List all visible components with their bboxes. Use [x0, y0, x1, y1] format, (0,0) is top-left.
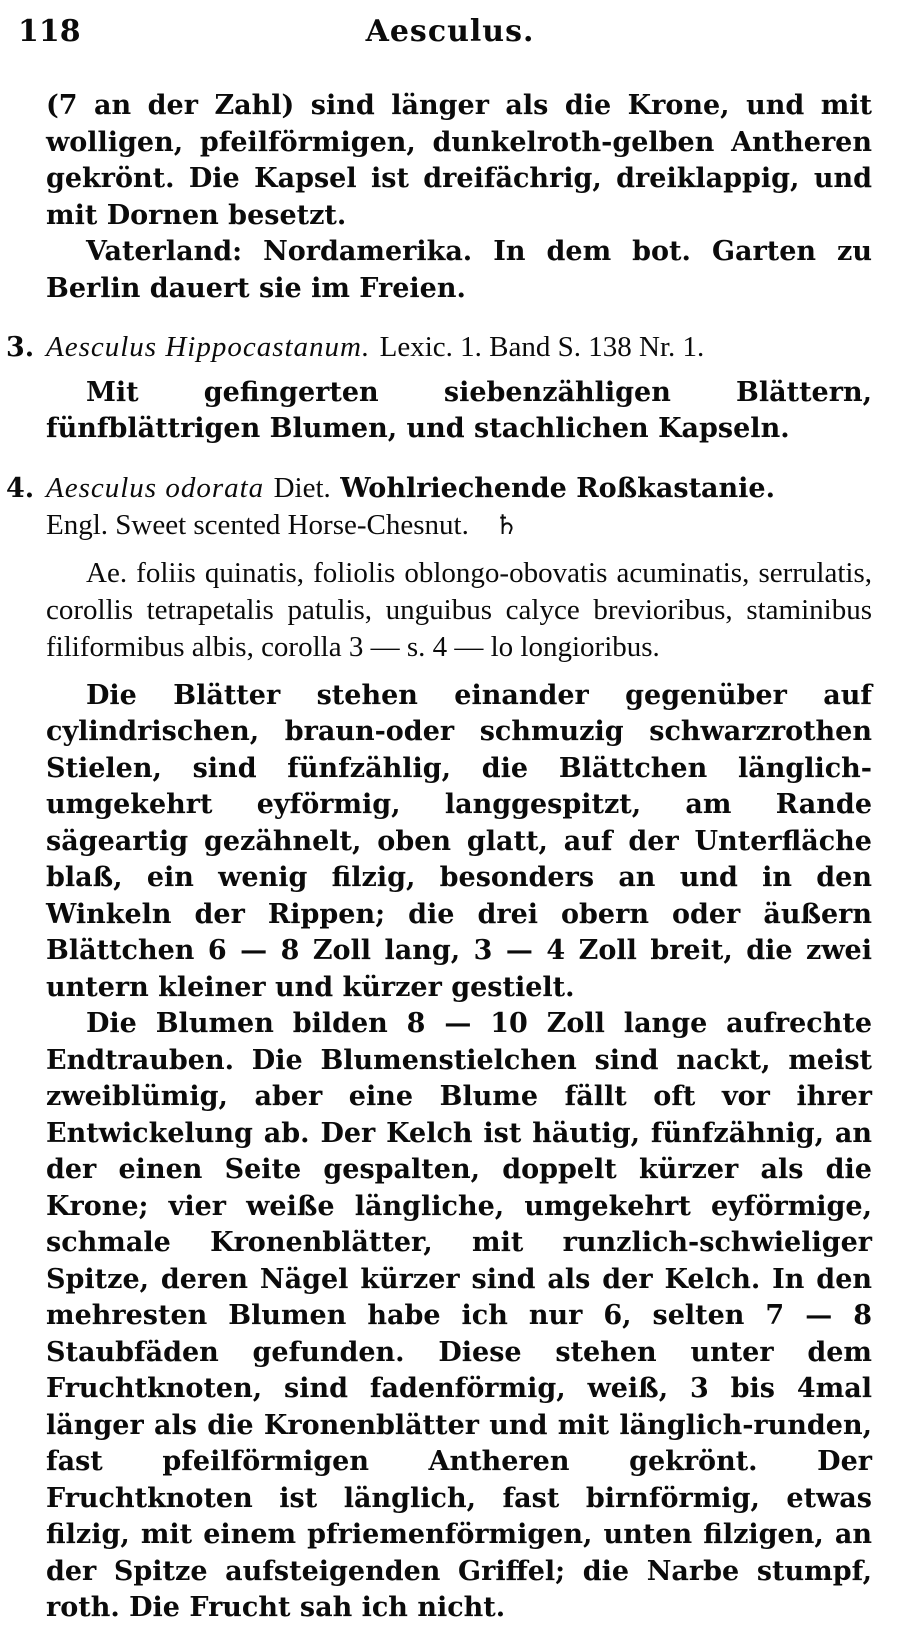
running-title: Aesculus.: [365, 14, 535, 49]
continuation-paragraph: (7 an der Zahl) sind länger als die Krone, und mit wolligen, pfeilförmigen, dunkelroth-gelben Antheren gekrönt. Die Kapsel ist dreifächrig, dreiklappig, und mit Dornen besetzt.: [46, 90, 872, 231]
entry-3-description: Mit gefingerten siebenzähligen Blättern, fünfblättrigen Blumen, und stachlichen Kapseln.: [46, 376, 872, 444]
entry-3-reference: Lexic. 1. Band S. 138 Nr. 1.: [379, 331, 705, 363]
shrub-symbol-icon: ♄: [494, 510, 519, 541]
entry-3-number: 3.: [6, 332, 35, 363]
page-body: [6, 88, 872, 1627]
entry-4-number: 4.: [6, 472, 35, 504]
entry-4-english-name: Engl. Sweet scented Horse-Chesnut.: [46, 509, 469, 541]
flowers-description: Die Blumen bilden 8 — 10 Zoll lange aufrechte Endtrauben. Die Blumenstielchen sind nackt, meist zweiblümig, aber eine Blume fällt oft vor ihrer Entwickelung ab. Der Kelch ist häutig, fünfzähnig, an der einen Seite gespalten, doppelt kürzer als die Krone; vier weiße längliche, umgekehrt eyförmige, schmale Kronenblätter, mit runzlich-schwieliger Spitze, deren Nägel kürzer sind als der Kelch. In den mehresten Blumen habe ich nur 6, selten 7 — 8 Staubfäden gefunden. Diese stehen unter dem Fruchtknoten, sind fadenförmig, weiß, 3 bis 4mal länger als die Kronenblätter und mit länglich-runden, fast pfeilförmigen Antheren gekrönt. Der Fruchtknoten ist länglich, fast birnförmig, etwas filzig, mit einem pfriemenförmigen, unten filzigen, an der Spitze aufsteigenden Griffel; die Narbe stumpf, roth. Die Frucht sah ich nicht.: [46, 1008, 872, 1623]
entry-4-latin-name: Aesculus odorata: [46, 471, 265, 504]
entry-4-english-line: [46, 507, 872, 545]
latin-diagnosis: Ae. foliis quinatis, foliolis oblongo-obovatis acuminatis, serrulatis, corollis tetrapetalis patulis, unguibus calyce brevioribus, staminibus filiformibus albis, corolla 3 — s. 4 — lo longioribus.: [46, 556, 872, 663]
page-number: 118: [18, 14, 81, 49]
entry-3-heading: [6, 329, 872, 367]
entry-4-heading: [6, 470, 872, 508]
entry-4-author: Diet.: [273, 471, 331, 504]
leaves-description: Die Blätter stehen einander gegenüber auf cylindrischen, braun-oder schmuzig schwarzrothen Stielen, sind fünfzählig, die Blättchen länglich-umgekehrt eyförmig, langgespitzt, am Rande sägeartig gezähnelt, oben glatt, auf der Unterfläche blaß, ein wenig filzig, besonders an und in den Winkeln der Rippen; die drei obern oder äußern Blättchen 6 — 8 Zoll lang, 3 — 4 Zoll breit, die zwei untern kleiner und kürzer gestielt.: [46, 679, 872, 1003]
entry-4-german-name: Wohlriechende Roßkastanie.: [340, 472, 775, 504]
vaterland-paragraph: Vaterland: Nordamerika. In dem bot. Garten zu Berlin dauert sie im Freien.: [46, 236, 872, 304]
entry-3-latin-name: Aesculus Hippocastanum.: [46, 331, 371, 363]
page-header: [18, 14, 882, 54]
